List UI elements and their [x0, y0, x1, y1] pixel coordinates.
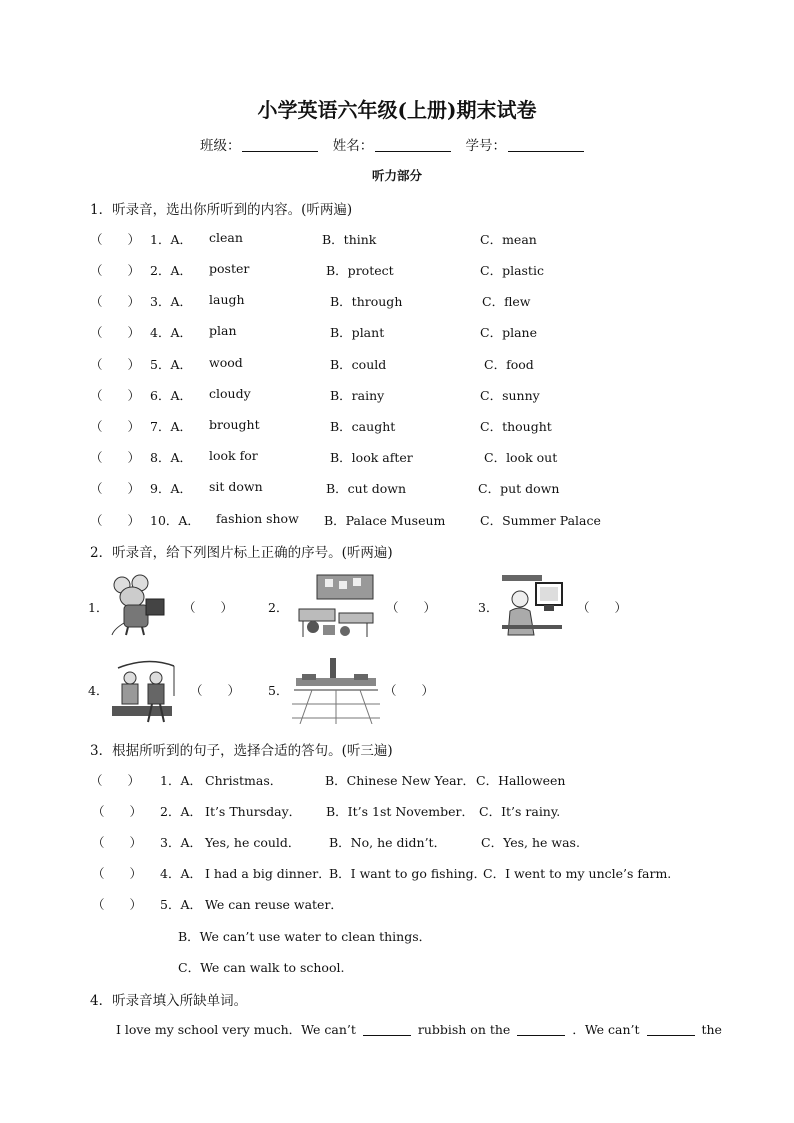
item-number: 5．A．	[160, 897, 202, 912]
option-c: C．Halloween	[476, 773, 566, 788]
section1-title: 1．听录音，选出你所听到的内容。(听两遍)	[90, 202, 353, 218]
section4-title: 4．听录音填入所缺单词。	[90, 993, 248, 1009]
answer-paren[interactable]: （ ）	[90, 481, 141, 496]
option-a: clean	[209, 230, 243, 245]
cloze-blank-2[interactable]	[517, 1024, 565, 1036]
picture-number: 4．	[88, 683, 109, 698]
option-b: B．Palace Museum	[324, 513, 446, 528]
cloze-text-3: ．We can’t	[572, 1022, 640, 1037]
class-label: 班级：	[199, 138, 241, 154]
option-b: B．It’s 1st November．	[326, 804, 475, 819]
picture-number: 2．	[268, 600, 289, 615]
answer-paren[interactable]: （ ）	[90, 513, 141, 528]
item-number: 2．A．	[160, 804, 202, 819]
item-number: 3．A．	[160, 835, 202, 850]
item-number: 1．A．	[150, 232, 192, 247]
option-a: fashion show	[216, 511, 299, 526]
id-blank[interactable]	[508, 139, 584, 152]
option-c: C．I went to my uncle’s farm.	[483, 866, 672, 881]
cloze-blank-1[interactable]	[363, 1024, 411, 1036]
man-at-computer-picture	[500, 573, 570, 639]
option-c: C．plane	[480, 325, 537, 340]
answer-paren[interactable]: （ ）	[90, 294, 141, 309]
option-c: C．mean	[480, 232, 537, 247]
option-b: B．could	[330, 357, 387, 372]
option-a: It’s Thursday．	[205, 804, 302, 819]
answer-paren[interactable]: （ ）	[90, 325, 141, 340]
option-b: B．think	[322, 232, 377, 247]
option-a: cloudy	[209, 386, 251, 401]
option-c: C．food	[484, 357, 534, 372]
option-a: poster	[209, 261, 250, 276]
item-number: 6．A．	[150, 388, 192, 403]
option-c: C．plastic	[480, 263, 544, 278]
student-info	[0, 134, 794, 154]
option-a: brought	[209, 417, 260, 432]
answer-paren[interactable]: （ ）	[92, 804, 143, 819]
option-a: We can reuse water．	[205, 897, 343, 912]
fishing-picture	[108, 656, 180, 724]
picture-answer[interactable]: （ ）	[577, 600, 628, 615]
option-c: C．sunny	[480, 388, 540, 403]
answer-paren[interactable]: （ ）	[92, 897, 143, 912]
answer-paren[interactable]: （ ）	[90, 450, 141, 465]
cloze-text-1: I love my school very much．We can’t	[116, 1022, 356, 1037]
item-number: 3．A．	[150, 294, 192, 309]
answer-paren[interactable]: （ ）	[90, 263, 141, 278]
option-a: wood	[209, 355, 243, 370]
item-number: 4．A．	[150, 325, 192, 340]
option-b: B．protect	[326, 263, 394, 278]
option-b: B．cut down	[326, 481, 407, 496]
option-b: B．plant	[330, 325, 385, 340]
mouse-reading-picture	[108, 573, 180, 637]
answer-paren[interactable]: （ ）	[90, 773, 141, 788]
class-blank[interactable]	[242, 139, 318, 152]
option-b: B．rainy	[330, 388, 385, 403]
cloze-text-4: the	[701, 1022, 722, 1037]
option-b: B．caught	[330, 419, 396, 434]
item-number: 7．A．	[150, 419, 192, 434]
answer-paren[interactable]: （ ）	[90, 232, 141, 247]
option-b: B．Chinese New Year．	[325, 773, 476, 788]
option-b: B．No, he didn’t．	[329, 835, 447, 850]
answer-paren[interactable]: （ ）	[92, 866, 143, 881]
picture-number: 1．	[88, 600, 109, 615]
option-a: I had a big dinner．	[205, 866, 331, 881]
option-c: C．It’s rainy.	[479, 804, 561, 819]
option-a: sit down	[209, 479, 263, 494]
square-monument-picture	[292, 654, 380, 724]
answer-paren[interactable]: （ ）	[90, 388, 141, 403]
option-c: C．thought	[480, 419, 552, 434]
item-number: 1．A．	[160, 773, 202, 788]
option-a: look for	[209, 448, 258, 463]
option-a: laugh	[209, 292, 245, 307]
picture-answer[interactable]: （ ）	[183, 600, 234, 615]
item-number: 8．A．	[150, 450, 192, 465]
picture-number: 3．	[478, 600, 499, 615]
item-number: 10．A．	[150, 513, 200, 528]
option-c: C．look out	[484, 450, 558, 465]
option-c: C．flew	[482, 294, 531, 309]
option-a: plan	[209, 323, 237, 338]
item-number: 5．A．	[150, 357, 192, 372]
cloze-paragraph	[116, 1020, 722, 1038]
answer-paren[interactable]: （ ）	[92, 835, 143, 850]
section3-title: 3．根据所听到的句子，选择合适的答句。(听三遍)	[90, 743, 393, 759]
option-b: B．I want to go fishing．	[329, 866, 487, 881]
name-blank[interactable]	[375, 139, 451, 152]
option-c: C．We can walk to school.	[178, 960, 345, 975]
messy-classroom-picture	[295, 573, 377, 639]
item-number: 2．A．	[150, 263, 192, 278]
picture-answer[interactable]: （ ）	[384, 683, 435, 698]
picture-number: 5．	[268, 683, 289, 698]
option-b: B．through	[330, 294, 403, 309]
option-a: Yes, he could．	[205, 835, 301, 850]
cloze-text-2: rubbish on the	[417, 1022, 511, 1037]
item-number: 4．A．	[160, 866, 202, 881]
picture-answer[interactable]: （ ）	[190, 683, 241, 698]
cloze-blank-3[interactable]	[647, 1024, 695, 1036]
option-c: C．Yes, he was.	[481, 835, 580, 850]
option-c: C．put down	[478, 481, 560, 496]
name-label: 姓名：	[332, 138, 374, 154]
part-title: 听力部分	[371, 168, 422, 183]
item-number: 9．A．	[150, 481, 192, 496]
option-b: B．We can’t use water to clean things．	[178, 929, 432, 944]
picture-answer[interactable]: （ ）	[386, 600, 437, 615]
answer-paren[interactable]: （ ）	[90, 357, 141, 372]
page-title: 小学英语六年级(上册)期末试卷	[257, 98, 537, 122]
answer-paren[interactable]: （ ）	[90, 419, 141, 434]
section2-title: 2．听录音，给下列图片标上正确的序号。(听两遍)	[90, 545, 393, 561]
option-b: B．look after	[330, 450, 413, 465]
option-c: C．Summer Palace	[480, 513, 601, 528]
option-a: Christmas．	[205, 773, 283, 788]
id-label: 学号：	[465, 138, 507, 154]
